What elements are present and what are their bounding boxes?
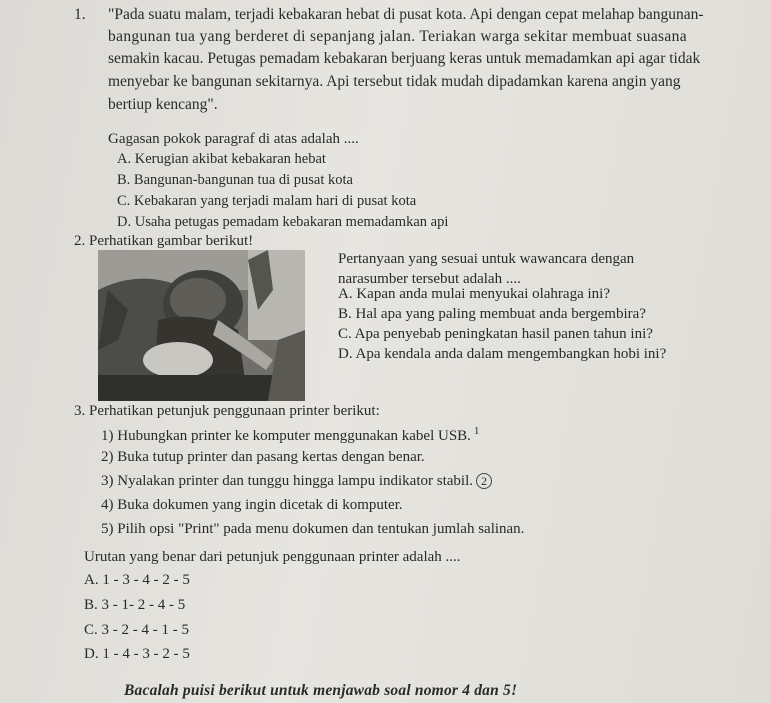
q3-option-a: A. 1 - 3 - 4 - 2 - 5 — [84, 572, 190, 588]
q3-option-d: D. 1 - 4 - 3 - 2 - 5 — [84, 646, 190, 662]
interview-photo-graphic — [98, 250, 305, 401]
q3-step-1 — [101, 425, 479, 445]
q3-step-2: 2) Buka tutup printer dan pasang kertas dengan benar. — [101, 449, 425, 465]
q3-heading: 3. Perhatikan petunjuk penggunaan printer berikut: — [74, 403, 380, 419]
q1-option-d: D. Usaha petugas pemadam kebakaran memadamkan api — [117, 214, 449, 230]
q1-para-line: bertiup kencang". — [108, 96, 218, 113]
q3-option-c: C. 3 - 2 - 4 - 1 - 5 — [84, 622, 189, 638]
q2-option-c: C. Apa penyebab peningkatan hasil panen tahun ini? — [338, 326, 653, 342]
q2-option-b: B. Hal apa yang paling membuat anda bergembira? — [338, 306, 646, 322]
poem-instruction: Bacalah puisi berikut untuk menjawab soal nomor 4 dan 5! — [124, 682, 518, 699]
q3-step-1-text: 1) Hubungkan printer ke komputer menggunakan kabel USB. — [101, 428, 471, 444]
q2-question-line: Pertanyaan yang sesuai untuk wawancara dengan — [338, 251, 635, 267]
q1-number: 1. — [74, 6, 86, 23]
q1-option-b: B. Bangunan-bangunan tua di pusat kota — [117, 172, 353, 188]
q2-option-a: A. Kapan anda mulai menyukai olahraga ini? — [338, 286, 610, 302]
q3-option-b: B. 3 - 1- 2 - 4 - 5 — [84, 597, 186, 613]
q1-option-c: C. Kebakaran yang terjadi malam hari di pusat kota — [117, 193, 417, 209]
q2-option-d: D. Apa kendala anda dalam mengembangkan hobi ini? — [338, 346, 667, 362]
q3-step-3-text: 3) Nyalakan printer dan tunggu hingga lampu indikator stabil. — [101, 473, 473, 489]
handwritten-mark-1: 1 — [473, 425, 480, 437]
q2-question-line: narasumber tersebut adalah .... — [338, 271, 521, 287]
q3-step-3 — [101, 473, 492, 490]
q1-question: Gagasan pokok paragraf di atas adalah .... — [108, 131, 359, 147]
handwritten-circled-mark-2: 2 — [476, 473, 492, 489]
q1-para-line: "Pada suatu malam, terjadi kebakaran hebat di pusat kota. Api dengan cepat melahap bangunan- — [108, 6, 704, 23]
q3-step-4: 4) Buka dokumen yang ingin dicetak di komputer. — [101, 497, 403, 513]
q1-para-line: bangunan tua yang berderet di sepanjang jalan. Teriakan warga sekitar membuat suasana — [108, 28, 687, 45]
q1-para-line: semakin kacau. Petugas pemadam kebakaran berjuang keras untuk memadamkan api agar tidak — [108, 50, 701, 67]
q3-step-5: 5) Pilih opsi "Print" pada menu dokumen dan tentukan jumlah salinan. — [101, 521, 525, 537]
interview-photo — [98, 250, 305, 401]
q2-heading: 2. Perhatikan gambar berikut! — [74, 233, 254, 249]
q1-para-line: menyebar ke bangunan sekitarnya. Api tersebut tidak mudah dipadamkan karena angin yang — [108, 73, 681, 90]
q1-option-a: A. Kerugian akibat kebakaran hebat — [117, 151, 326, 167]
q3-question: Urutan yang benar dari petunjuk penggunaan printer adalah .... — [84, 549, 461, 565]
